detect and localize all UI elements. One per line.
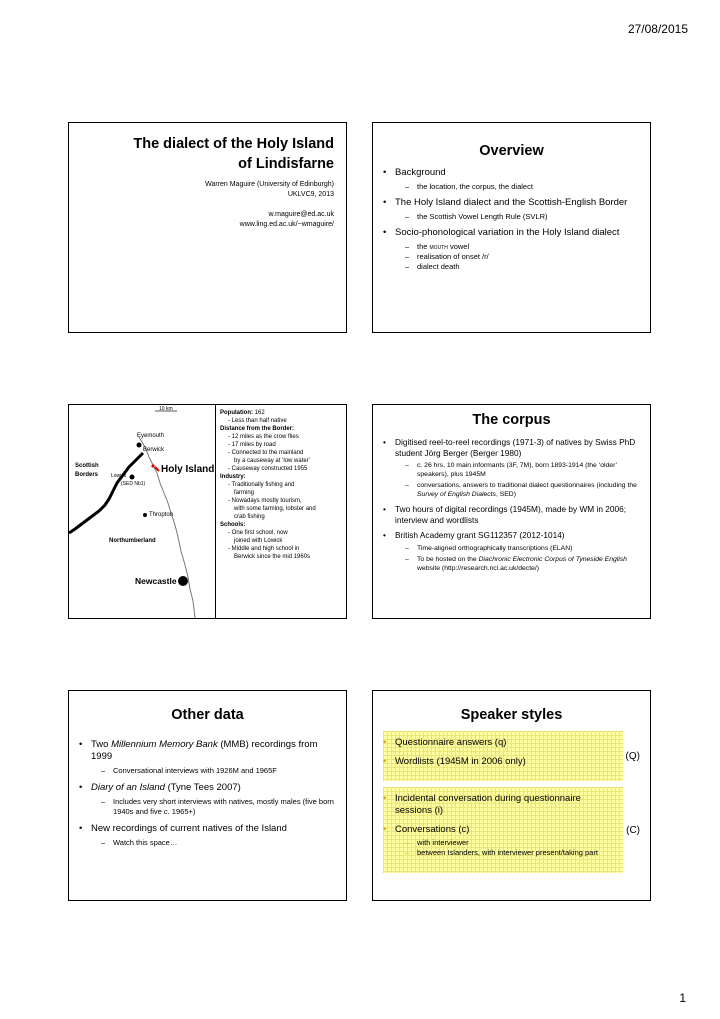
list-item xyxy=(75,823,338,848)
sub-item-text: the xyxy=(417,242,430,251)
label-newcastle: Newcastle xyxy=(135,576,177,586)
sub-item xyxy=(395,555,644,573)
label-scottish: Scottish xyxy=(75,463,99,469)
sub-item: – the Scottish Vowel Length Rule (SVLR) xyxy=(395,212,642,222)
title-line-2: of Lindisfarne xyxy=(238,156,334,172)
list-item: • Incidental conversation during questionnaire sessions (i) xyxy=(379,793,620,817)
sub-item xyxy=(395,481,644,499)
item-text: Conversations (c) xyxy=(395,824,470,835)
info-heading: Distance from the Border: xyxy=(220,426,295,432)
event-name: UKLVC9, 2013 xyxy=(287,191,334,198)
item-text: Socio-phonological variation in the Holy Island dialect xyxy=(395,227,620,238)
sub-item-text: conversations, answers to traditional dialect questionnaires (including the xyxy=(417,482,637,489)
slide-title-corpus: The corpus xyxy=(472,412,551,428)
slide-other-data xyxy=(68,690,347,901)
list-item xyxy=(379,437,644,499)
list-item xyxy=(379,197,642,222)
info-line: - One first school, now xyxy=(228,530,288,536)
page-date: 27/08/2015 xyxy=(627,22,688,36)
sub-item-text: , SED) xyxy=(495,491,516,498)
item-text: Background xyxy=(395,167,446,178)
label-berwick: Berwick xyxy=(143,447,165,453)
sub-item-text: Includes very short interviews with natives, mostly males (five born 1940s and five xyxy=(113,797,334,816)
sub-item-italic: c. xyxy=(417,462,423,469)
style-list-c xyxy=(379,793,620,865)
info-line: - Causeway constructed 1955 xyxy=(228,466,308,472)
info-line: - 12 miles as the crow flies xyxy=(228,434,299,440)
list-item xyxy=(379,167,642,192)
slide-title-speaker-styles: Speaker styles xyxy=(460,707,563,723)
label-lowick: Lowick xyxy=(111,473,127,479)
label-holy-island: Holy Island xyxy=(161,464,215,475)
list-item: • Questionnaire answers (q) xyxy=(379,737,620,749)
author-name: Warren Maguire (University of Edinburgh) xyxy=(205,181,334,188)
corpus-list xyxy=(379,437,644,578)
info-line: - Traditionally fishing and xyxy=(228,482,295,488)
sub-item xyxy=(395,461,644,479)
author-website: www.ling.ed.ac.uk/~wmaguire/ xyxy=(239,221,334,228)
slide-corpus xyxy=(372,404,651,619)
item-italic: Diary of an Island xyxy=(91,782,165,793)
label-borders: Borders xyxy=(75,472,99,478)
sub-item: – the location, the corpus, the dialect xyxy=(395,182,642,192)
list-item xyxy=(379,824,620,858)
info-heading: Industry: xyxy=(220,474,246,480)
item-text: Two xyxy=(91,739,112,750)
other-data-list xyxy=(75,739,338,854)
sub-item-text: 26 hrs, 10 main informants (3F, 7M), born 1893-1914 (the ‘older’ speakers), plus 1945M xyxy=(417,462,617,478)
sub-item-italic: Diachronic Electronic Corpus of Tyneside English xyxy=(478,555,627,563)
info-line: crab fishing xyxy=(234,514,265,520)
sub-item xyxy=(395,242,642,252)
list-item xyxy=(379,227,642,272)
slide-speaker-styles xyxy=(372,690,651,901)
info-line: joined with Lowick xyxy=(234,538,283,544)
holy-island-dot xyxy=(151,464,154,467)
label-northumberland: Northumberland xyxy=(109,538,156,544)
list-item xyxy=(75,782,338,817)
sub-item-text: To be hosted on the xyxy=(417,555,479,563)
item-text: (MMB) recordings from 1999 xyxy=(91,739,318,762)
item-text: Digitised reel-to-reel recordings (1971-3) of natives by Swiss PhD student Jörg Berger (Berger 1980) xyxy=(395,437,636,458)
info-line: - Middle and high school in xyxy=(228,546,300,552)
population-heading xyxy=(220,409,344,417)
sub-item-text: vowel xyxy=(447,242,470,251)
sub-item: – realisation of onset /r/ xyxy=(395,252,642,262)
list-item: • Two hours of digital recordings (1945M), made by WM in 2006; interview and wordlists xyxy=(379,504,644,525)
slide-title-overview: Overview xyxy=(479,143,544,159)
lexical-set-mouth: mouth xyxy=(429,242,448,251)
style-list-q xyxy=(379,737,620,775)
sub-item: – dialect death xyxy=(395,262,642,272)
overview-list xyxy=(379,167,642,277)
sub-item: – Watch this space… xyxy=(91,838,338,848)
thropton-dot xyxy=(143,513,147,517)
item-text: New recordings of current natives of the Island xyxy=(91,823,287,834)
info-line: - Connected to the mainland xyxy=(228,450,304,456)
info-line: - 17 miles by road xyxy=(228,442,276,448)
contact-block xyxy=(240,210,334,230)
berwick-dot xyxy=(137,443,142,448)
info-line: - Less than half native xyxy=(228,418,287,424)
list-item xyxy=(379,530,644,573)
label-sed: (SED Nb1) xyxy=(121,481,146,487)
label-thropton: Thropton xyxy=(149,512,174,518)
item-text: (Tyne Tees 2007) xyxy=(164,782,241,793)
sub-item: – Time-aligned orthographically transcriptions (ELAN) xyxy=(395,544,644,553)
info-line: - Nowadays mostly tourism, xyxy=(228,498,302,504)
item-italic: Millennium Memory Bank xyxy=(111,739,218,750)
title-line-1: The dialect of the Holy Island xyxy=(133,136,334,152)
sub-item-italic: c. xyxy=(163,807,170,816)
sub-item-italic: Survey of English Dialects xyxy=(417,491,496,498)
info-line: farming xyxy=(234,490,255,496)
author-email: w.maguire@ed.ac.uk xyxy=(268,211,334,218)
author-block xyxy=(205,180,334,200)
tag-q: (Q) xyxy=(625,751,640,762)
info-heading: Schools: xyxy=(220,522,246,528)
sub-item: – between Islanders, with interviewer present/taking part xyxy=(395,848,620,858)
info-line: with some farming, lobster and xyxy=(234,506,316,512)
list-item: • Wordlists (1945M in 2006 only) xyxy=(379,756,620,768)
info-line: by a causeway at ‘low water’ xyxy=(234,458,311,464)
sub-item xyxy=(91,797,338,817)
list-item xyxy=(75,739,338,776)
slide-title-other-data: Other data xyxy=(171,707,244,723)
sub-item-text: 1965+) xyxy=(169,807,196,816)
map xyxy=(69,405,215,618)
lowick-dot xyxy=(130,475,135,480)
item-text: British Academy grant SG112357 (2012-1014) xyxy=(395,530,565,540)
info-heading: Population: xyxy=(220,410,253,416)
slide-map xyxy=(68,404,347,619)
sub-item: – Conversational interviews with 1926M and 1965F xyxy=(91,766,338,776)
tag-c: (C) xyxy=(626,825,640,836)
scale-label: 10 km xyxy=(159,406,173,412)
page-number: 1 xyxy=(679,991,686,1005)
item-text: The Holy Island dialect and the Scottish-English Border xyxy=(395,197,628,208)
sub-item: – with interviewer xyxy=(395,838,620,848)
info-value: 162 xyxy=(253,410,265,416)
label-eyemouth: Eyemouth xyxy=(137,433,165,439)
newcastle-dot xyxy=(178,576,188,586)
sub-item-text: website (http://research.ncl.ac.uk/decte/) xyxy=(417,564,540,572)
slide-overview xyxy=(372,122,651,333)
info-line: Berwick since the mid 1960s xyxy=(234,554,311,560)
presentation-title xyxy=(133,134,334,174)
slide-title xyxy=(68,122,347,333)
island-info-box xyxy=(215,405,346,618)
